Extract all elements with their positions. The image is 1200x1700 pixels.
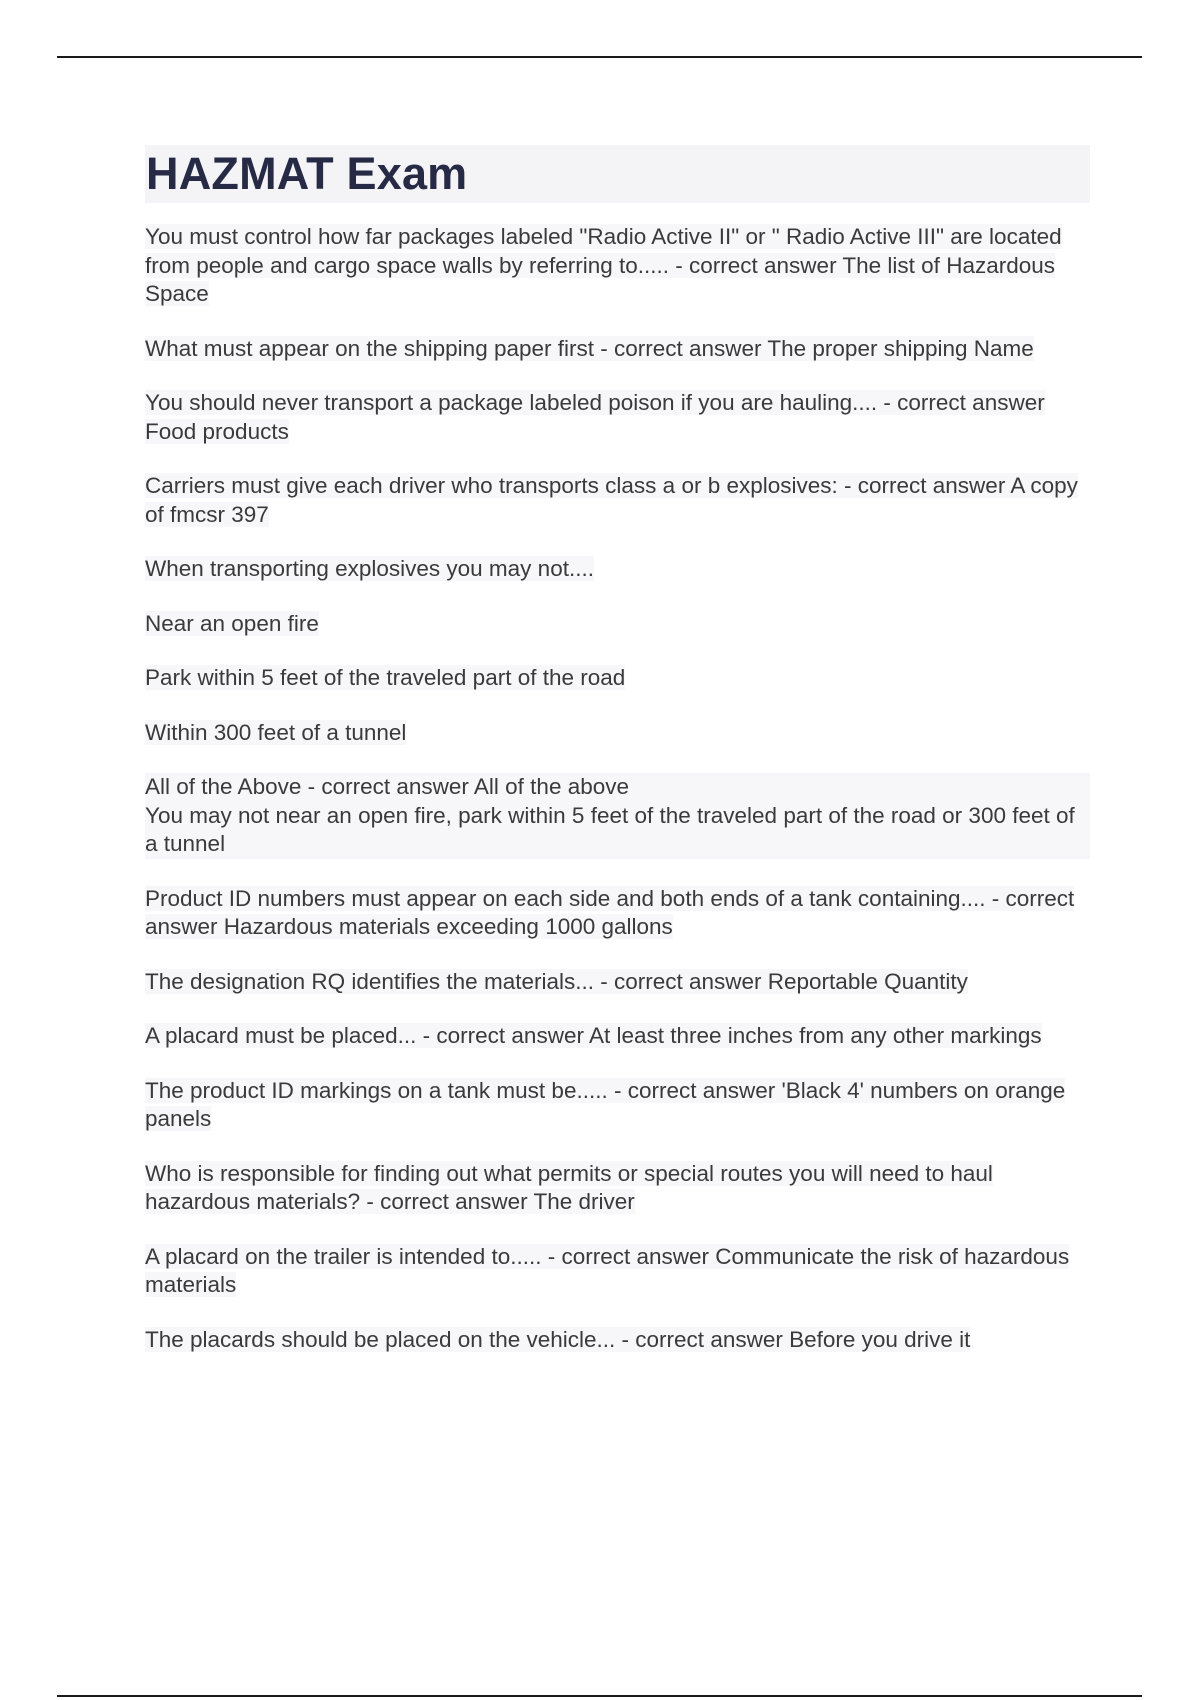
qa-text: The product ID markings on a tank must be..... - correct answer 'Black 4' numbers on orange panels (145, 1077, 1066, 1131)
qa-text: Within 300 feet of a tunnel (145, 719, 407, 745)
qa-item (145, 773, 1090, 859)
qa-item (145, 1077, 1090, 1134)
qa-item (145, 1160, 1090, 1217)
qa-text: Near an open fire (145, 610, 319, 636)
qa-item (145, 610, 1090, 639)
qa-text: Product ID numbers must appear on each side and both ends of a tank containing.... - correct answer Hazardous materials exceeding 1000 gallons (145, 885, 1075, 939)
qa-item (145, 472, 1090, 529)
qa-text: Who is responsible for finding out what permits or special routes you will need to haul hazardous materials? - correct answer The driver (145, 1160, 993, 1214)
qa-text: What must appear on the shipping paper first - correct answer The proper shipping Name (145, 335, 1034, 361)
qa-item (145, 885, 1090, 942)
qa-text: You should never transport a package labeled poison if you are hauling.... - correct answer Food products (145, 390, 1045, 444)
qa-explanation: You may not near an open fire, park within 5 feet of the traveled part of the road or 300 feet of a tunnel (145, 802, 1090, 859)
page-title: HAZMAT Exam (145, 145, 1090, 203)
qa-item (145, 335, 1090, 364)
qa-item (145, 719, 1090, 748)
qa-text: When transporting explosives you may not.... (145, 556, 594, 581)
qa-item (145, 1326, 1090, 1355)
qa-text: A placard must be placed... - correct answer At least three inches from any other markings (145, 1023, 1042, 1048)
qa-item (145, 1022, 1090, 1051)
qa-text: You must control how far packages labeled "Radio Active II" or " Radio Active III" are located from people and cargo space walls by referring to..... - correct answer The list of Hazardous Space (145, 224, 1062, 306)
qa-item (145, 1243, 1090, 1300)
qa-item (145, 389, 1090, 446)
qa-item (145, 968, 1090, 997)
qa-text: The designation RQ identifies the materials... - correct answer Reportable Quantity (145, 968, 968, 994)
bottom-rule (57, 1695, 1142, 1697)
qa-text: Carriers must give each driver who transports class a or b explosives: - correct answer A copy of fmcsr 397 (145, 473, 1078, 527)
qa-text: All of the Above - correct answer All of the above (145, 773, 1090, 802)
qa-text: The placards should be placed on the vehicle... - correct answer Before you drive it (145, 1326, 971, 1352)
top-rule (57, 56, 1142, 58)
document-body (145, 145, 1090, 1380)
qa-item (145, 223, 1090, 309)
qa-text: Park within 5 feet of the traveled part of the road (145, 665, 626, 690)
qa-item (145, 555, 1090, 584)
qa-text: A placard on the trailer is intended to..... - correct answer Communicate the risk of hazardous materials (145, 1243, 1070, 1297)
qa-item (145, 664, 1090, 693)
